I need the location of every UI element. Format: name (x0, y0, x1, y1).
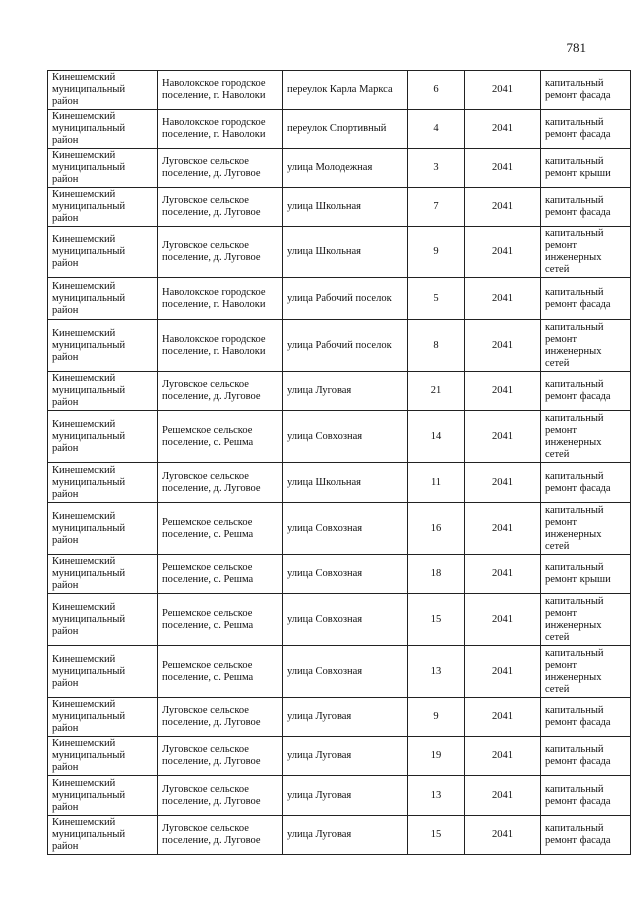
street-cell: переулок Карла Маркса (283, 71, 408, 110)
table-row (48, 555, 631, 594)
settlement-cell: Решемское сельское поселение, с. Решма (158, 646, 283, 698)
settlement-cell: Луговское сельское поселение, д. Луговое (158, 463, 283, 503)
street-cell: улица Луговая (283, 372, 408, 411)
district-cell: Кинешемский муниципальный район (48, 372, 158, 411)
year-cell: 2041 (465, 188, 541, 227)
street-cell: улица Молодежная (283, 149, 408, 188)
street-cell: улица Школьная (283, 463, 408, 503)
year-cell: 2041 (465, 320, 541, 372)
work-type-cell: капитальный ремонт инженерных сетей (541, 503, 631, 555)
year-cell: 2041 (465, 149, 541, 188)
settlement-cell: Луговское сельское поселение, д. Луговое (158, 816, 283, 855)
settlement-cell: Наволокское городское поселение, г. Наволоки (158, 320, 283, 372)
house-number-cell: 13 (408, 646, 465, 698)
table-row (48, 149, 631, 188)
district-cell: Кинешемский муниципальный район (48, 227, 158, 278)
house-number-cell: 11 (408, 463, 465, 503)
work-type-cell: капитальный ремонт фасада (541, 698, 631, 737)
district-cell: Кинешемский муниципальный район (48, 320, 158, 372)
work-type-cell: капитальный ремонт инженерных сетей (541, 320, 631, 372)
year-cell: 2041 (465, 227, 541, 278)
settlement-cell: Луговское сельское поселение, д. Луговое (158, 698, 283, 737)
settlement-cell: Луговское сельское поселение, д. Луговое (158, 149, 283, 188)
table-row (48, 776, 631, 816)
table-row (48, 372, 631, 411)
street-cell: улица Школьная (283, 188, 408, 227)
settlement-cell: Наволокское городское поселение, г. Наволоки (158, 71, 283, 110)
street-cell: улица Луговая (283, 816, 408, 855)
settlement-cell: Луговское сельское поселение, д. Луговое (158, 188, 283, 227)
work-type-cell: капитальный ремонт крыши (541, 149, 631, 188)
settlement-cell: Решемское сельское поселение, с. Решма (158, 503, 283, 555)
district-cell: Кинешемский муниципальный район (48, 503, 158, 555)
house-number-cell: 6 (408, 71, 465, 110)
year-cell: 2041 (465, 278, 541, 320)
work-type-cell: капитальный ремонт фасада (541, 110, 631, 149)
house-number-cell: 16 (408, 503, 465, 555)
work-type-cell: капитальный ремонт фасада (541, 463, 631, 503)
house-number-cell: 19 (408, 737, 465, 776)
street-cell: улица Школьная (283, 227, 408, 278)
work-type-cell: капитальный ремонт инженерных сетей (541, 227, 631, 278)
street-cell: улица Совхозная (283, 594, 408, 646)
work-type-cell: капитальный ремонт фасада (541, 278, 631, 320)
house-number-cell: 5 (408, 278, 465, 320)
table-row (48, 737, 631, 776)
district-cell: Кинешемский муниципальный район (48, 149, 158, 188)
work-type-cell: капитальный ремонт фасада (541, 776, 631, 816)
settlement-cell: Луговское сельское поселение, д. Луговое (158, 737, 283, 776)
street-cell: улица Совхозная (283, 411, 408, 463)
house-number-cell: 7 (408, 188, 465, 227)
house-number-cell: 18 (408, 555, 465, 594)
year-cell: 2041 (465, 594, 541, 646)
house-number-cell: 13 (408, 776, 465, 816)
table-row (48, 503, 631, 555)
street-cell: переулок Спортивный (283, 110, 408, 149)
work-type-cell: капитальный ремонт инженерных сетей (541, 411, 631, 463)
district-cell: Кинешемский муниципальный район (48, 411, 158, 463)
table-row (48, 320, 631, 372)
page-number: 781 (566, 40, 586, 55)
settlement-cell: Наволокское городское поселение, г. Наволоки (158, 278, 283, 320)
street-cell: улица Луговая (283, 737, 408, 776)
work-type-cell: капитальный ремонт инженерных сетей (541, 646, 631, 698)
settlement-cell: Наволокское городское поселение, г. Наволоки (158, 110, 283, 149)
settlement-cell: Луговское сельское поселение, д. Луговое (158, 227, 283, 278)
work-type-cell: капитальный ремонт крыши (541, 555, 631, 594)
table-row (48, 278, 631, 320)
street-cell: улица Луговая (283, 698, 408, 737)
table-row (48, 816, 631, 855)
table-row (48, 411, 631, 463)
year-cell: 2041 (465, 71, 541, 110)
settlement-cell: Решемское сельское поселение, с. Решма (158, 555, 283, 594)
work-type-cell: капитальный ремонт фасада (541, 737, 631, 776)
year-cell: 2041 (465, 372, 541, 411)
table-row (48, 594, 631, 646)
street-cell: улица Совхозная (283, 555, 408, 594)
work-type-cell: капитальный ремонт фасада (541, 71, 631, 110)
year-cell: 2041 (465, 816, 541, 855)
house-number-cell: 14 (408, 411, 465, 463)
table-row (48, 71, 631, 110)
work-type-cell: капитальный ремонт инженерных сетей (541, 594, 631, 646)
settlement-cell: Решемское сельское поселение, с. Решма (158, 594, 283, 646)
year-cell: 2041 (465, 776, 541, 816)
district-cell: Кинешемский муниципальный район (48, 555, 158, 594)
house-number-cell: 3 (408, 149, 465, 188)
house-number-cell: 8 (408, 320, 465, 372)
year-cell: 2041 (465, 463, 541, 503)
house-number-cell: 15 (408, 594, 465, 646)
table-row (48, 698, 631, 737)
street-cell: улица Луговая (283, 776, 408, 816)
street-cell: улица Совхозная (283, 646, 408, 698)
house-number-cell: 15 (408, 816, 465, 855)
house-number-cell: 4 (408, 110, 465, 149)
district-cell: Кинешемский муниципальный район (48, 776, 158, 816)
district-cell: Кинешемский муниципальный район (48, 737, 158, 776)
table-row (48, 646, 631, 698)
street-cell: улица Совхозная (283, 503, 408, 555)
street-cell: улица Рабочий поселок (283, 320, 408, 372)
table-row (48, 110, 631, 149)
district-cell: Кинешемский муниципальный район (48, 278, 158, 320)
settlement-cell: Решемское сельское поселение, с. Решма (158, 411, 283, 463)
house-number-cell: 21 (408, 372, 465, 411)
work-type-cell: капитальный ремонт фасада (541, 188, 631, 227)
settlement-cell: Луговское сельское поселение, д. Луговое (158, 372, 283, 411)
district-cell: Кинешемский муниципальный район (48, 646, 158, 698)
year-cell: 2041 (465, 503, 541, 555)
house-number-cell: 9 (408, 698, 465, 737)
year-cell: 2041 (465, 555, 541, 594)
district-cell: Кинешемский муниципальный район (48, 110, 158, 149)
table-row (48, 227, 631, 278)
work-type-cell: капитальный ремонт фасада (541, 372, 631, 411)
work-type-cell: капитальный ремонт фасада (541, 816, 631, 855)
year-cell: 2041 (465, 698, 541, 737)
repair-schedule-table (47, 70, 631, 855)
district-cell: Кинешемский муниципальный район (48, 816, 158, 855)
year-cell: 2041 (465, 737, 541, 776)
street-cell: улица Рабочий поселок (283, 278, 408, 320)
house-number-cell: 9 (408, 227, 465, 278)
settlement-cell: Луговское сельское поселение, д. Луговое (158, 776, 283, 816)
year-cell: 2041 (465, 110, 541, 149)
year-cell: 2041 (465, 646, 541, 698)
district-cell: Кинешемский муниципальный район (48, 71, 158, 110)
district-cell: Кинешемский муниципальный район (48, 698, 158, 737)
table-row (48, 188, 631, 227)
district-cell: Кинешемский муниципальный район (48, 188, 158, 227)
district-cell: Кинешемский муниципальный район (48, 463, 158, 503)
table-row (48, 463, 631, 503)
district-cell: Кинешемский муниципальный район (48, 594, 158, 646)
year-cell: 2041 (465, 411, 541, 463)
